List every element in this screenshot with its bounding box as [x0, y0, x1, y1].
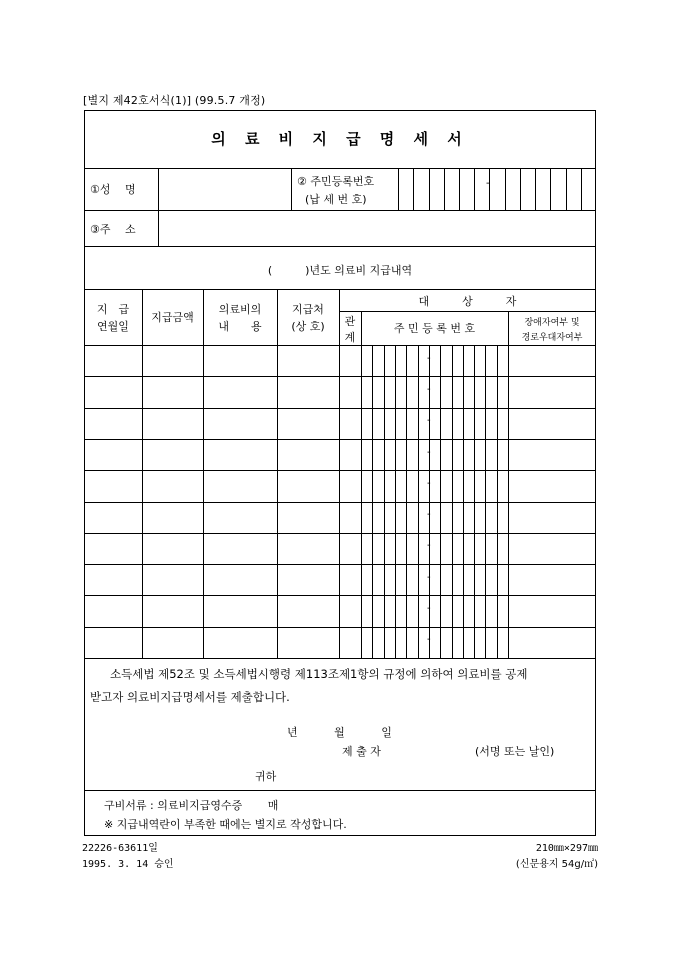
header-date-2: 연월일 [97, 320, 129, 333]
rrn-label: ② 주민등록번호 [297, 175, 375, 188]
row-rrn-dash: - [427, 509, 431, 521]
divider [84, 289, 596, 290]
rrn-cell-divider [581, 168, 582, 210]
rrn-cell-divider [489, 168, 490, 210]
header-target: 대 상 자 [418, 295, 517, 308]
form-code: [별지 제42호서식(1)] (99.5.7 개정) [83, 94, 266, 107]
header-payee: 지급처 [292, 303, 324, 316]
rrn-cell-divider [444, 168, 445, 210]
rrn-cell-divider [566, 168, 567, 210]
table-row [84, 439, 596, 440]
row-rrn-dash: - [427, 352, 431, 364]
header-disabled-2: 경로우대자여부 [521, 333, 583, 343]
rrn-digit-divider [440, 345, 441, 658]
table-row [84, 345, 596, 346]
row-rrn-dash: - [427, 571, 431, 583]
table-row [84, 627, 596, 628]
header-rrn: 주 민 등 록 번 호 [393, 322, 476, 335]
row-rrn-dash: - [427, 477, 431, 489]
rrn-digit-divider [429, 345, 430, 658]
header-content-2: 내 용 [218, 320, 262, 333]
divider [84, 246, 596, 247]
divider [291, 168, 292, 210]
rrn-cell-divider [520, 168, 521, 210]
name-label: ①성 명 [90, 183, 136, 196]
divider [361, 311, 362, 658]
table-row [84, 470, 596, 471]
header-relation: 관 [344, 315, 356, 328]
recipient-label: 귀하 [255, 770, 277, 783]
footer-size: 210㎜×297㎜ [535, 843, 598, 854]
divider [508, 311, 509, 658]
form-title: 의 료 비 지 급 명 세 서 [211, 130, 469, 148]
divider [398, 168, 399, 210]
table-row [84, 408, 596, 409]
header-disabled: 장애자여부 및 [524, 318, 580, 328]
row-rrn-dash: - [427, 415, 431, 427]
footer-code: 22226-63611일 [82, 843, 158, 854]
table-row [84, 595, 596, 596]
header-amount: 지급금액 [151, 311, 194, 324]
rrn-cell-divider [413, 168, 414, 210]
statement-line-2: 받고자 의료비지급명세서를 제출합니다. [90, 690, 290, 704]
row-rrn-dash: - [427, 634, 431, 646]
name-field[interactable] [160, 170, 289, 208]
header-content: 의료비의 [218, 303, 262, 316]
footer-approval: 1995. 3. 14 승인 [82, 859, 174, 870]
rrn-cell-divider [535, 168, 536, 210]
rrn-digit-divider [485, 345, 486, 658]
rrn-cell-divider [550, 168, 551, 210]
divider [84, 658, 596, 659]
remark-note: ※ 지급내역란이 부족한 때에는 별지로 작성합니다. [104, 818, 347, 831]
row-rrn-dash: - [427, 603, 431, 614]
rrn-digit-divider [452, 345, 453, 658]
rrn-digit-divider [463, 345, 464, 658]
footer-paper: (신문용지 54g/㎡) [515, 859, 598, 870]
rrn-digit-divider [406, 345, 407, 658]
rrn-cell-divider [505, 168, 506, 210]
rrn-cell-divider [474, 168, 475, 210]
header-payee-2: (상 호) [291, 320, 325, 333]
row-rrn-dash: - [427, 446, 431, 458]
divider [339, 311, 596, 312]
statement-line-1: 소득세법 제52조 및 소득세법시행령 제113조제1항의 규정에 의하여 의료비를 공제 [110, 667, 528, 681]
table-row [84, 533, 596, 534]
tax-number-label: (납 세 번 호) [305, 193, 367, 206]
submitter-label: 제 출 자 [342, 745, 381, 758]
divider [84, 790, 596, 791]
address-field[interactable] [160, 212, 594, 244]
rrn-cell-divider [459, 168, 460, 210]
rrn-digit-divider [474, 345, 475, 658]
rrn-dash: - [486, 178, 490, 189]
row-rrn-dash: - [427, 540, 431, 552]
address-label: ③주 소 [90, 223, 136, 236]
header-relation-2: 계 [344, 331, 356, 344]
table-row [84, 502, 596, 503]
rrn-digit-divider [497, 345, 498, 658]
divider [158, 168, 159, 246]
signature-label: (서명 또는 날인) [475, 745, 555, 758]
date-line: 년 월 일 [287, 726, 392, 739]
rrn-digit-divider [395, 345, 396, 658]
rrn-digit-divider [372, 345, 373, 658]
row-rrn-dash: - [427, 383, 431, 395]
rrn-cell-divider [429, 168, 430, 210]
attachment-note: 구비서류 : 의료비지급영수증 매 [104, 799, 279, 812]
table-row [84, 376, 596, 377]
header-date: 지 급 [96, 303, 130, 316]
divider [84, 210, 596, 211]
section-heading: ( )년도 의료비 지급내역 [267, 264, 413, 277]
rrn-digit-divider [384, 345, 385, 658]
table-row [84, 564, 596, 565]
rrn-digit-divider [418, 345, 419, 658]
